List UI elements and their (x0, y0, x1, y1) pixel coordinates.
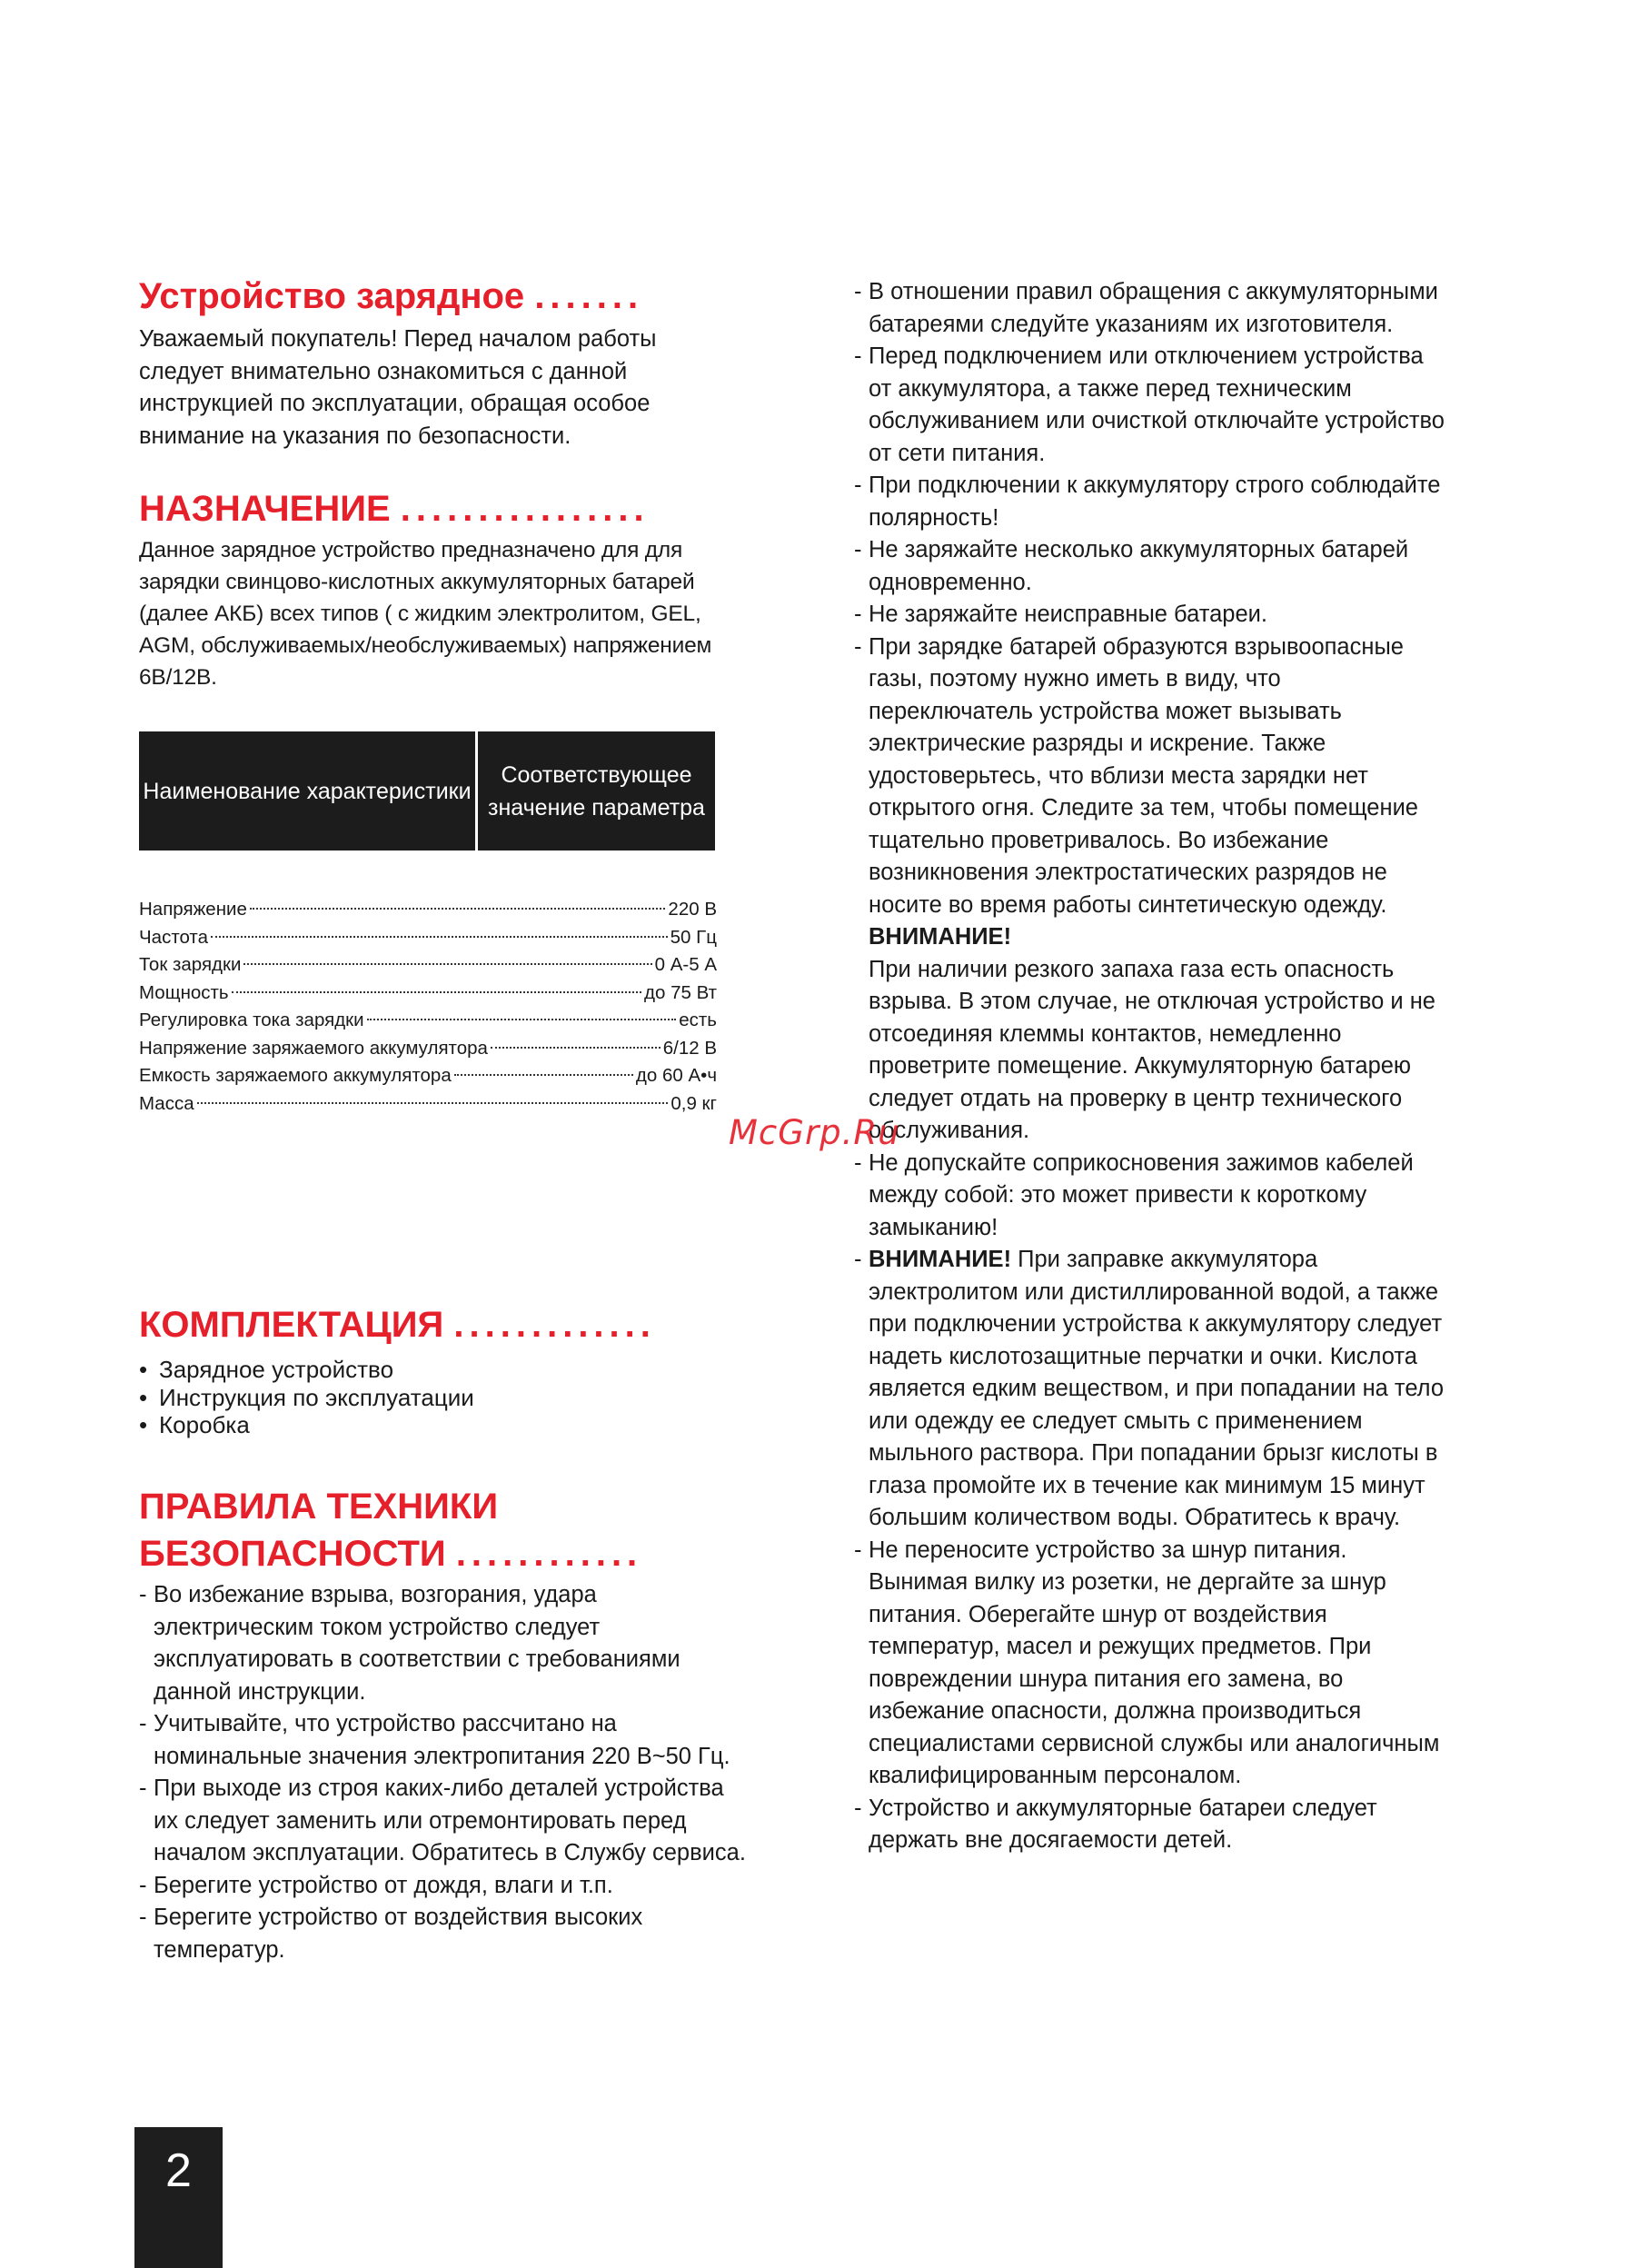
spec-row: Ток зарядки 0 А-5 А (139, 954, 717, 975)
safety-item: - При зарядке батарей образуются взрывоопасные газы, поэтому нужно иметь в виду, что переключатель устройства может вызывать электрические разряды и искрение. Также удостоверьтесь, что вблизи места зарядки нет открытого огня. Следите за тем, чтобы помещение тщательно проветривалось. Во избежание возникновения электростатических разрядов не носите во время работы синтетическую одежду. (854, 633, 1418, 918)
page-number: 2 (134, 2127, 223, 2268)
spec-col-value: Соответствующее значение параметра (488, 761, 705, 821)
spec-row: Регулировка тока зарядки есть (139, 1010, 717, 1030)
safety-item: - Не переносите устройство за шнур питания. Вынимая вилку из розетки, не дергайте за шнур питания. Оберегайте шнур от воздействия температур, масел и режущих предметов. При повреждении шнура питания его замена, во избежание опасности, должна производиться специалистами сервисной службы или аналогичным квалифицированным персоналом. (854, 1537, 1440, 1788)
safety-item: - Устройство и аккумуляторные батареи следует держать вне досягаемости детей. (854, 1795, 1377, 1853)
safety-item: - При выходе из строя каких-либо деталей устройства их следует заменить или отремонтировать перед началом эксплуатации. Обратитесь в Службу сервиса. (139, 1776, 746, 1865)
intro-text: Уважаемый покупатель! Перед началом работы следует внимательно ознакомиться с данной инструкцией по эксплуатации, обращая особое внимание на указания по безопасности. (139, 326, 657, 449)
purpose-heading: НАЗНАЧЕНИЕ ................ (139, 489, 650, 529)
left-column (139, 273, 748, 1963)
list-item: • Зарядное устройство (139, 1356, 748, 1384)
spec-row: Напряжение 220 В (139, 899, 717, 920)
intro-heading: Устройство зарядное ....... (139, 276, 644, 316)
right-column (854, 276, 1445, 1857)
safety-item: - Учитывайте, что устройство рассчитано на номинальные значения электропитания 220 В~50 Гц. (139, 1711, 730, 1769)
spec-row: Напряжение заряжаемого аккумулятора 6/12 В (139, 1037, 717, 1059)
safety-heading-line1: ПРАВИЛА ТЕХНИКИ (139, 1487, 499, 1527)
safety-item: - Не допускайте соприкосновения зажимов кабелей между собой: это может привести к короткому замыканию! (854, 1149, 1414, 1240)
safety-item: - ВНИМАНИЕ! При заправке аккумулятора электролитом или дистиллированной водой, а также при подключении устройства к аккумулятору следует надеть кислотозащитные перчатки и очки. Кислота является едким веществом, и при попадании на тело или одежду ее следует смыть с применением мыльного раствора. При попадании брызг кислоты в глаза промойте их в течение как минимум 15 минут большим количеством воды. Обратитесь к врачу. (854, 1247, 1445, 1530)
safety-item: - Берегите устройство от дождя, влаги и т.п. (139, 1872, 613, 1898)
safety-item: - Не заряжайте несколько аккумуляторных батарей одновременно. (854, 537, 1409, 595)
safety-item: - Берегите устройство от воздействия высоких температур. (139, 1905, 643, 1963)
safety-item: - Перед подключением или отключением устройства от аккумулятора, а также перед техническим обслуживанием или очисткой отключайте устройство от сети питания. (854, 343, 1445, 466)
safety-item: - В отношении правил обращения с аккумуляторными батареями следуйте указаниям их изготовителя. (854, 279, 1438, 337)
watermark: McGrp.Ru (729, 1113, 900, 1152)
list-item: • Коробка (139, 1411, 748, 1439)
list-item: • Инструкция по эксплуатации (139, 1384, 748, 1412)
safety-item: - Не заряжайте неисправные батареи. (854, 602, 1267, 627)
spec-row: Масса 0,9 кг (139, 1092, 717, 1114)
spec-table-header (139, 731, 715, 850)
safety-item: - Во избежание взрыва, возгорания, удара электрическим током устройство следует эксплуатировать в соответствии с требованиями данной инструкции. (139, 1582, 680, 1705)
kit-heading: КОМПЛЕКТАЦИЯ ............. (139, 1305, 656, 1345)
attention-label: ВНИМАНИЕ! (869, 924, 1012, 950)
attention-text: При наличии резкого запаха газа есть опасность взрыва. В этом случае, не отключая устройство и не отсоединяя клеммы контактов, немедленно проветрите помещение. Аккумуляторную батарею следует отдать на проверку в центр технического обслуживания. (869, 956, 1435, 1143)
safety-section (139, 1483, 748, 1966)
spec-row: Мощность до 75 Вт (139, 981, 717, 1003)
purpose-text: Данное зарядное устройство предназначено для для зарядки свинцово-кислотных аккумуляторных батарей (далее АКБ) всех типов ( с жидким электролитом, GEL, AGM, обслуживаемых/необслуживаемых) напряжением 6В/12В. (139, 538, 712, 690)
kit-list (139, 1356, 748, 1439)
kit-section (139, 1301, 748, 1439)
safety-heading-line2: БЕЗОПАСНОСТИ ............ (139, 1534, 643, 1574)
spec-col-name: Наименование характеристики (139, 731, 478, 850)
spec-row: Емкость заряжаемого аккумулятора до 60 А•ч (139, 1065, 717, 1086)
spec-row: Частота 50 Гц (139, 926, 717, 948)
spec-list (139, 896, 717, 1118)
safety-item: - При подключении к аккумулятору строго соблюдайте полярность! (854, 472, 1441, 531)
